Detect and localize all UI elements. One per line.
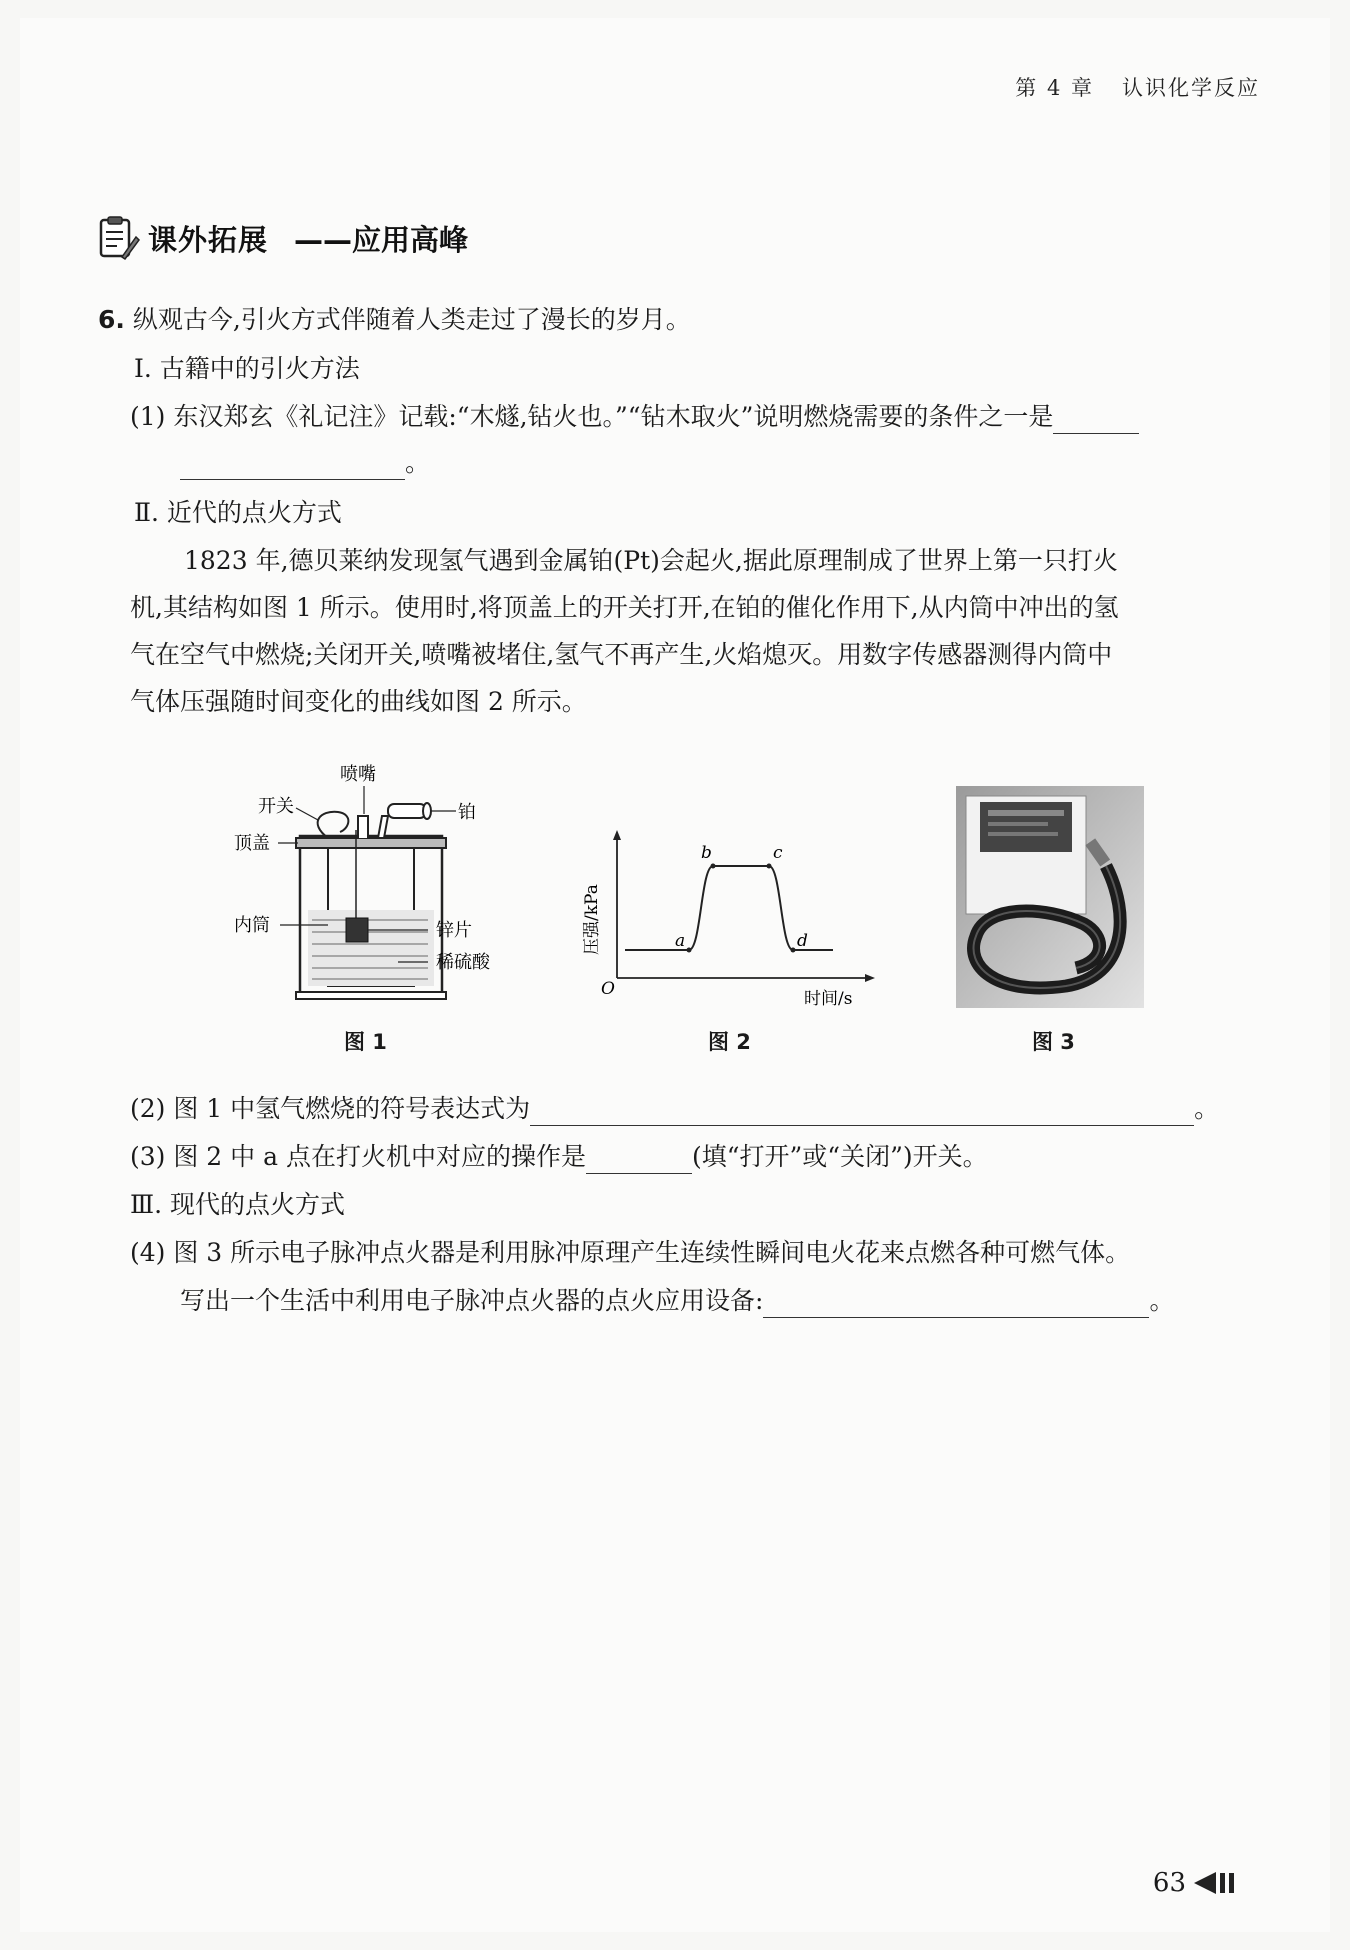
q2-text: (2) 图 1 中氢气燃烧的符号表达式为 <box>130 1094 531 1123</box>
chapter-title: 认识化学反应 <box>1122 76 1260 100</box>
part2-title: Ⅱ. 近代的点火方式 <box>134 498 342 527</box>
page-header <box>987 72 1260 102</box>
point-label-c: c <box>773 843 783 863</box>
q3-text: (3) 图 2 中 a 点在打火机中对应的操作是 <box>130 1142 586 1171</box>
point-d <box>791 948 796 953</box>
label-switch: 开关 <box>258 796 294 817</box>
origin-label: O <box>601 979 615 999</box>
label-zinc: 锌片 <box>436 920 472 941</box>
q3-line <box>130 1140 988 1174</box>
section-heading <box>98 212 468 264</box>
figure2-caption: 图 2 <box>708 1030 751 1054</box>
switch-shape <box>318 812 349 838</box>
para-line-3: 气在空气中燃烧;关闭开关,喷嘴被堵住,氢气不再产生,火焰熄灭。用数字传感器测得内筒中 <box>130 640 1113 669</box>
chapter-number: 第 4 章 <box>1015 76 1094 100</box>
para-line-1: 1823 年,德贝莱纳发现氢气遇到金属铂(Pt)会起火,据此原理制成了世界上第一只打火 <box>184 546 1118 575</box>
label-nozzle: 喷嘴 <box>340 764 376 785</box>
question-number: 6. <box>98 305 125 334</box>
part1-title: Ⅰ. 古籍中的引火方法 <box>134 354 360 383</box>
jar-base <box>296 992 446 999</box>
section-subtitle: ——应用高峰 <box>294 222 469 257</box>
point-label-b: b <box>701 843 712 863</box>
q2-line <box>130 1092 1219 1126</box>
zinc-plate <box>346 918 368 942</box>
label-lid: 顶盖 <box>234 833 270 854</box>
platinum-stand <box>378 816 388 838</box>
q1-line2 <box>180 446 430 480</box>
point-label-d: d <box>797 931 808 951</box>
label-acid: 稀硫酸 <box>436 952 490 973</box>
figure2-pressure-chart <box>575 830 875 1010</box>
q4-end: 。 <box>1149 1286 1175 1315</box>
point-label-a: a <box>675 931 686 951</box>
part3-title: Ⅲ. 现代的点火方式 <box>130 1190 346 1219</box>
q4-line2 <box>180 1284 1174 1318</box>
page-arrow-icon <box>1192 1870 1238 1896</box>
clipboard-pen-icon <box>98 215 140 261</box>
q4-line1: (4) 图 3 所示电子脉冲点火器是利用脉冲原理产生连续性瞬间电火花来点燃各种可燃气体。 <box>130 1238 1131 1267</box>
igniter-label-plate <box>980 802 1072 852</box>
lid-shape <box>296 838 446 848</box>
q2-end: 。 <box>1194 1094 1220 1123</box>
page-number-area <box>1153 1868 1238 1898</box>
q2-blank[interactable] <box>530 1097 1194 1126</box>
q1-line <box>130 400 1139 434</box>
point-c <box>767 864 772 869</box>
q3-after: (填“打开”或“关闭”)开关。 <box>691 1142 988 1171</box>
q1-end: 。 <box>405 448 431 477</box>
acid-liquid <box>308 910 434 986</box>
q4-text: 写出一个生活中利用电子脉冲点火器的点火应用设备: <box>180 1286 764 1315</box>
page-number: 63 <box>1152 1868 1186 1898</box>
question-intro-text: 纵观古今,引火方式伴随着人类走过了漫长的岁月。 <box>132 305 691 334</box>
label-platinum: 铂 <box>458 802 476 823</box>
section-title: 课外拓展 <box>148 222 269 257</box>
figure3-caption: 图 3 <box>1032 1030 1075 1054</box>
figure3-igniter-photo <box>956 786 1144 1008</box>
q1-blank-b[interactable] <box>180 451 405 480</box>
point-b <box>711 864 716 869</box>
q1-text: (1) 东汉郑玄《礼记注》记载:“木燧,钻火也。”“钻木取火”说明燃烧需要的条件之一是 <box>130 402 1054 431</box>
platinum-holder <box>388 804 426 818</box>
x-axis-label: 时间/s <box>804 989 853 1009</box>
q4-blank[interactable] <box>763 1289 1149 1318</box>
nozzle-shape <box>358 816 368 838</box>
para-line-4: 气体压强随时间变化的曲线如图 2 所示。 <box>130 687 587 716</box>
para-line-2: 机,其结构如图 1 所示。使用时,将顶盖上的开关打开,在铂的催化作用下,从内筒中冲出的氢 <box>130 593 1119 622</box>
point-a <box>687 948 692 953</box>
figure1-caption: 图 1 <box>344 1030 387 1054</box>
question-intro <box>98 303 691 337</box>
q1-blank-a[interactable] <box>1053 405 1139 434</box>
label-inner-tube: 内筒 <box>234 915 270 936</box>
y-axis-label: 压强/kPa <box>582 884 602 955</box>
figure1-lighter-diagram <box>228 758 528 1018</box>
q3-blank[interactable] <box>586 1145 692 1174</box>
